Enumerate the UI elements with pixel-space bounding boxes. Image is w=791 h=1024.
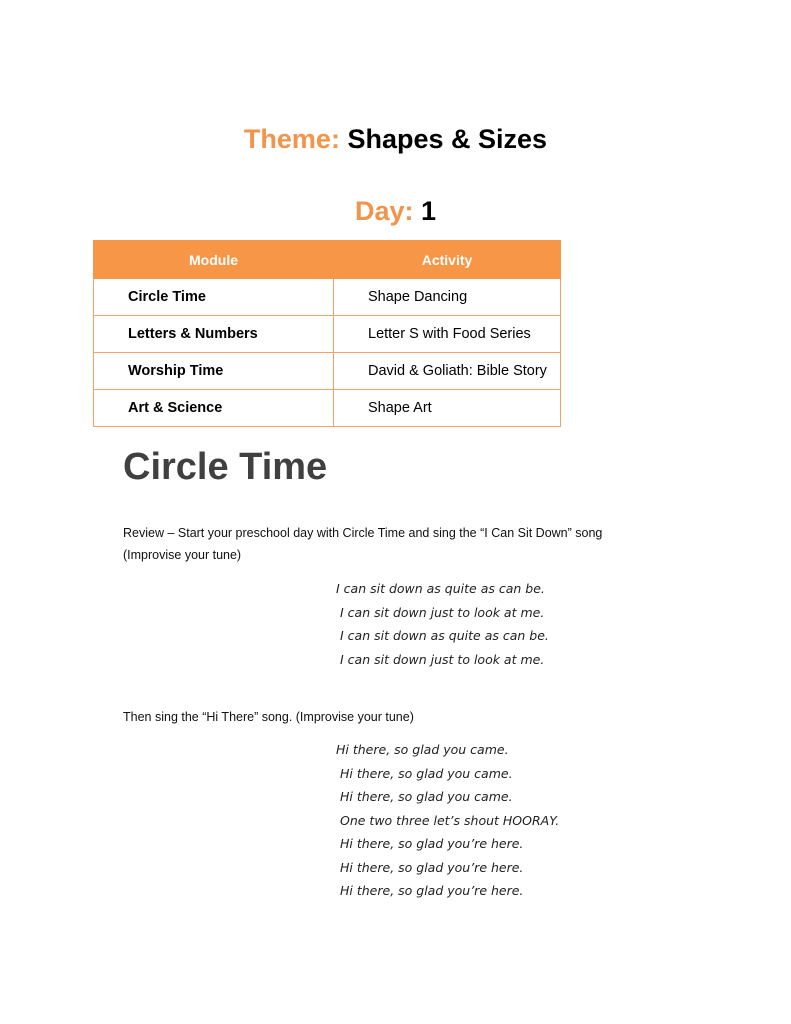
theme-value: Shapes & Sizes xyxy=(347,124,548,154)
song-line: I can sit down as quite as can be. xyxy=(336,581,545,596)
song-line: Hi there, so glad you came. xyxy=(340,765,513,781)
module-cell: Letters & Numbers xyxy=(94,316,334,353)
table-row xyxy=(94,353,561,390)
song-line: I can sit down as quite as can be. xyxy=(340,628,549,643)
song-i-can-sit-down xyxy=(336,577,549,671)
activity-cell: David & Goliath: Bible Story xyxy=(334,353,561,390)
song-hi-there xyxy=(336,738,559,903)
day-value: 1 xyxy=(421,196,437,226)
table-header-row xyxy=(94,241,561,279)
intro-paragraph: Review – Start your preschool day with Circle Time and sing the “I Can Sit Down” song (Improvise your tune) xyxy=(123,526,603,562)
section-heading: Circle Time xyxy=(123,446,328,488)
song-line: Hi there, so glad you’re here. xyxy=(340,859,524,875)
song-line: One two three let’s shout HOORAY. xyxy=(340,812,560,828)
hi-there-intro: Then sing the “Hi There” song. (Improvise your tune) xyxy=(123,710,414,724)
theme-title xyxy=(0,124,791,155)
day-label: Day: xyxy=(354,196,414,226)
song-line: Hi there, so glad you came. xyxy=(336,742,509,757)
day-title xyxy=(0,196,791,227)
activity-cell: Shape Dancing xyxy=(334,279,561,316)
theme-label: Theme: xyxy=(243,124,340,154)
song-line: Hi there, so glad you came. xyxy=(340,789,513,804)
activity-cell: Letter S with Food Series xyxy=(334,316,561,353)
table-row xyxy=(94,316,561,353)
column-header-module: Module xyxy=(94,241,334,279)
table-row xyxy=(94,390,561,427)
module-cell: Art & Science xyxy=(94,390,334,427)
song-line: I can sit down just to look at me. xyxy=(340,651,545,667)
module-activity-table xyxy=(93,240,561,427)
song-line: I can sit down just to look at me. xyxy=(340,604,545,620)
module-cell: Circle Time xyxy=(94,279,334,316)
song-line: Hi there, so glad you’re here. xyxy=(340,836,524,851)
table-row xyxy=(94,279,561,316)
module-cell: Worship Time xyxy=(94,353,334,390)
song-line: Hi there, so glad you’re here. xyxy=(340,883,524,898)
column-header-activity: Activity xyxy=(334,241,561,279)
activity-cell: Shape Art xyxy=(334,390,561,427)
